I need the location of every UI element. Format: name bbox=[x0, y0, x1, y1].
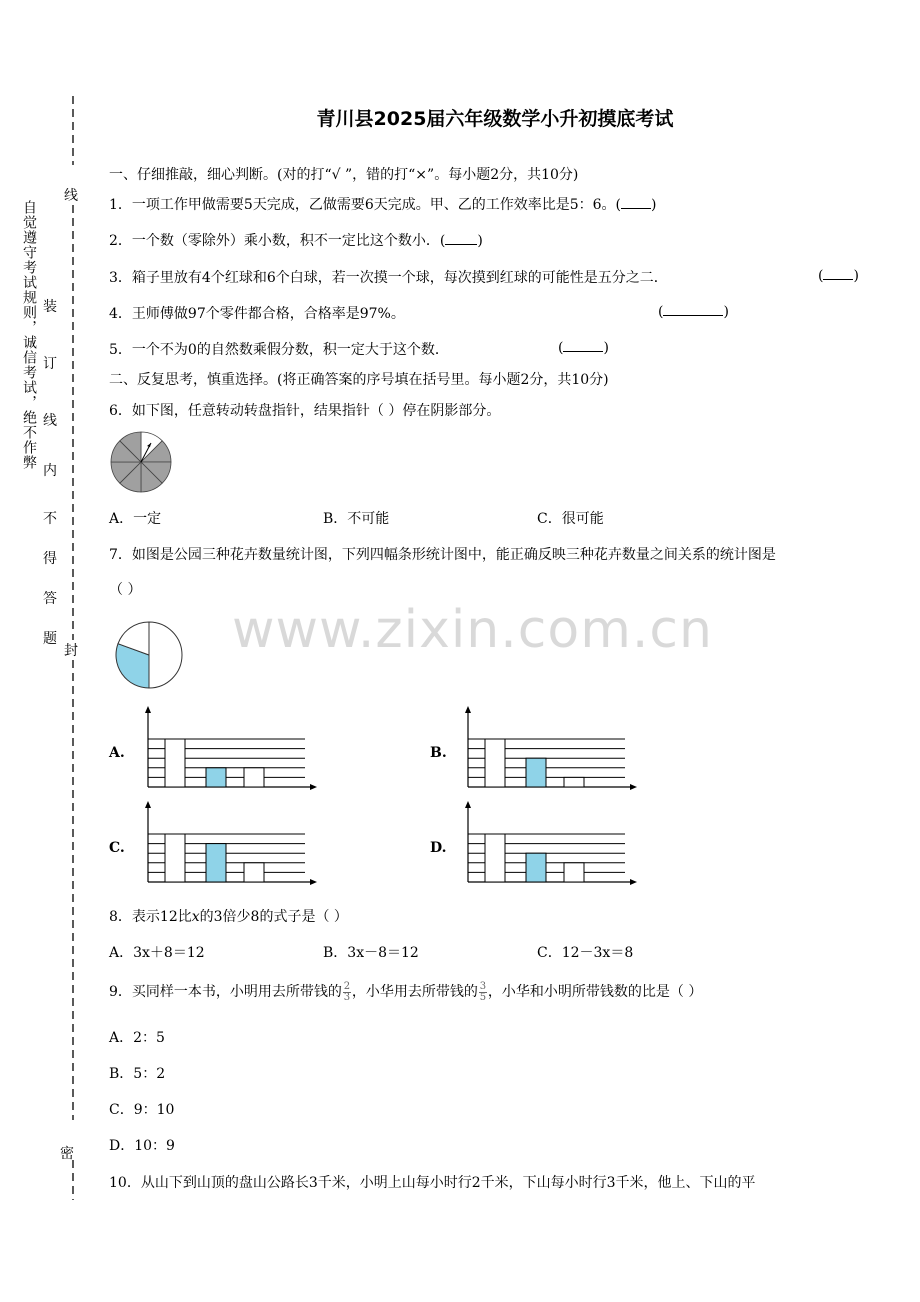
binding-char: 订 bbox=[43, 356, 57, 372]
open-paren: ( bbox=[818, 268, 824, 284]
binding-char: 线 bbox=[43, 413, 57, 429]
open-paren: ( bbox=[658, 304, 664, 320]
binding-char: 内 bbox=[43, 463, 57, 479]
q7-label-c: C. bbox=[109, 840, 125, 856]
q7-label-d: D. bbox=[430, 840, 447, 856]
question-4-answer bbox=[658, 303, 729, 320]
binding-char: 得 bbox=[43, 551, 57, 567]
question-5: 5．一个不为0的自然数乘假分数，积一定大于这个数． bbox=[109, 342, 449, 358]
question-2-text: 2．一个数（零除外）乘小数，积不一定比这个数小．( bbox=[109, 233, 446, 249]
margin-secret-label: 密 bbox=[60, 1146, 74, 1162]
question-4: 4．王师傅做97个零件都合格，合格率是97%。 bbox=[109, 306, 405, 322]
bar bbox=[206, 768, 226, 787]
section2-heading: 二、反复思考，慎重选择。(将正确答案的序号填在括号里。每小题2分，共10分) bbox=[109, 372, 609, 388]
bar bbox=[485, 739, 505, 787]
y-axis-arrow bbox=[465, 801, 471, 808]
bar bbox=[165, 739, 185, 787]
spinner-figure bbox=[110, 431, 172, 493]
question-9-text-a: 9．买同样一本书，小明用去所带钱的 bbox=[109, 984, 342, 1000]
question-8-pre: 8．表示12比 bbox=[109, 909, 192, 925]
question-10: 10．从山下到山顶的盘山公路长3千米，小明上山每小时行2千米，下山每小时行3千米，他上、下山的平 bbox=[109, 1175, 756, 1191]
watermark: www.zixin.com.cn bbox=[232, 600, 713, 660]
question-3: 3．箱子里放有4个红球和6个白球，若一次摸一个球，每次摸到红球的可能性是五分之二． bbox=[109, 270, 668, 286]
bar-chart-b[interactable] bbox=[460, 706, 630, 791]
bar bbox=[165, 834, 185, 882]
margin-line-label: 线 bbox=[64, 188, 78, 204]
question-5-answer bbox=[558, 339, 609, 356]
bar bbox=[485, 834, 505, 882]
question-7-paren: （ ） bbox=[109, 582, 142, 598]
question-9 bbox=[109, 979, 702, 1005]
page-title: 青川县2025届六年级数学小升初摸底考试 bbox=[316, 108, 674, 130]
pledge-text: 自觉遵守考试规则，诚信考试，绝不作弊 bbox=[21, 200, 37, 470]
bar bbox=[564, 777, 584, 787]
open-paren: ( bbox=[558, 340, 564, 356]
q9-option-a[interactable]: A．2：5 bbox=[109, 1030, 165, 1046]
x-axis-arrow bbox=[630, 879, 637, 885]
margin-seal-label: 封 bbox=[64, 643, 78, 659]
bar-chart-d[interactable] bbox=[460, 801, 630, 886]
q6-option-b[interactable]: B．不可能 bbox=[323, 511, 390, 527]
question-3-answer bbox=[818, 267, 859, 284]
question-9-text-c: ，小华和小明所带钱数的比是（ ） bbox=[487, 984, 703, 1000]
q9-option-d[interactable]: D．10：9 bbox=[109, 1138, 175, 1154]
close-paren: ) bbox=[651, 197, 657, 213]
q9-option-b[interactable]: B．5：2 bbox=[109, 1066, 166, 1082]
y-axis-arrow bbox=[145, 801, 151, 808]
variable-x: x bbox=[191, 909, 200, 925]
bar-chart-c[interactable] bbox=[140, 801, 310, 886]
question-9-text-b: ，小华用去所带钱的 bbox=[351, 984, 478, 1000]
pie-slice bbox=[149, 622, 182, 688]
y-axis-arrow bbox=[145, 706, 151, 713]
question-6: 6．如下图，任意转动转盘指针，结果指针（ ）停在阴影部分。 bbox=[109, 403, 501, 419]
q9-option-c[interactable]: C．9：10 bbox=[109, 1102, 175, 1118]
question-8-post: 的3倍少8的式子是（ ） bbox=[199, 909, 348, 925]
question-2 bbox=[109, 230, 483, 250]
binding-char: 答 bbox=[43, 591, 57, 607]
close-paren: ) bbox=[853, 268, 859, 284]
bar-chart-a[interactable] bbox=[140, 706, 310, 791]
q8-option-a[interactable]: A．3x＋8＝12 bbox=[109, 945, 205, 961]
fraction-den: 3 bbox=[343, 991, 351, 1003]
answer-blank[interactable] bbox=[563, 339, 603, 352]
answer-blank[interactable] bbox=[621, 196, 651, 209]
x-axis-arrow bbox=[310, 879, 317, 885]
question-7: 7．如图是公园三种花卉数量统计图，下列四幅条形统计图中，能正确反映三种花卉数量之间关系的统计图是 bbox=[109, 547, 776, 563]
binding-char: 装 bbox=[43, 299, 57, 315]
fraction-two-thirds bbox=[343, 982, 351, 1003]
bar bbox=[244, 863, 264, 882]
bar bbox=[206, 844, 226, 882]
q6-option-a[interactable]: A．一定 bbox=[109, 511, 162, 527]
fraction-three-fifths bbox=[479, 982, 487, 1003]
q8-option-c[interactable]: C．12－3x＝8 bbox=[537, 945, 634, 961]
q6-option-c[interactable]: C．很可能 bbox=[537, 511, 604, 527]
question-1-text: 1．一项工作甲做需要5天完成，乙做需要6天完成。甲、乙的工作效率比是5：6。( bbox=[109, 197, 621, 213]
close-paren: ) bbox=[723, 304, 729, 320]
question-8 bbox=[109, 906, 348, 926]
x-axis-arrow bbox=[630, 784, 637, 790]
bar bbox=[526, 853, 546, 882]
section1-heading: 一、仔细推敲，细心判断。(对的打“√ ”，错的打“×”。每小题2分，共10分) bbox=[109, 167, 579, 183]
bar bbox=[244, 768, 264, 787]
answer-blank[interactable] bbox=[663, 303, 723, 316]
fraction-num: 3 bbox=[479, 980, 487, 992]
fraction-num: 2 bbox=[343, 980, 351, 992]
close-paren: ) bbox=[603, 340, 609, 356]
flower-pie-chart bbox=[114, 620, 184, 690]
close-paren: ) bbox=[477, 233, 483, 249]
bar bbox=[526, 758, 546, 787]
question-1 bbox=[109, 194, 656, 214]
answer-blank[interactable] bbox=[445, 232, 477, 245]
q7-label-a: A. bbox=[109, 745, 125, 761]
q8-option-b[interactable]: B．3x－8＝12 bbox=[323, 945, 419, 961]
answer-blank[interactable] bbox=[823, 267, 853, 280]
binding-char: 题 bbox=[43, 631, 57, 647]
fraction-den: 5 bbox=[479, 991, 487, 1003]
x-axis-arrow bbox=[310, 784, 317, 790]
binding-char: 不 bbox=[43, 511, 57, 527]
y-axis-arrow bbox=[465, 706, 471, 713]
bar bbox=[564, 863, 584, 882]
q7-label-b: B. bbox=[430, 745, 447, 761]
